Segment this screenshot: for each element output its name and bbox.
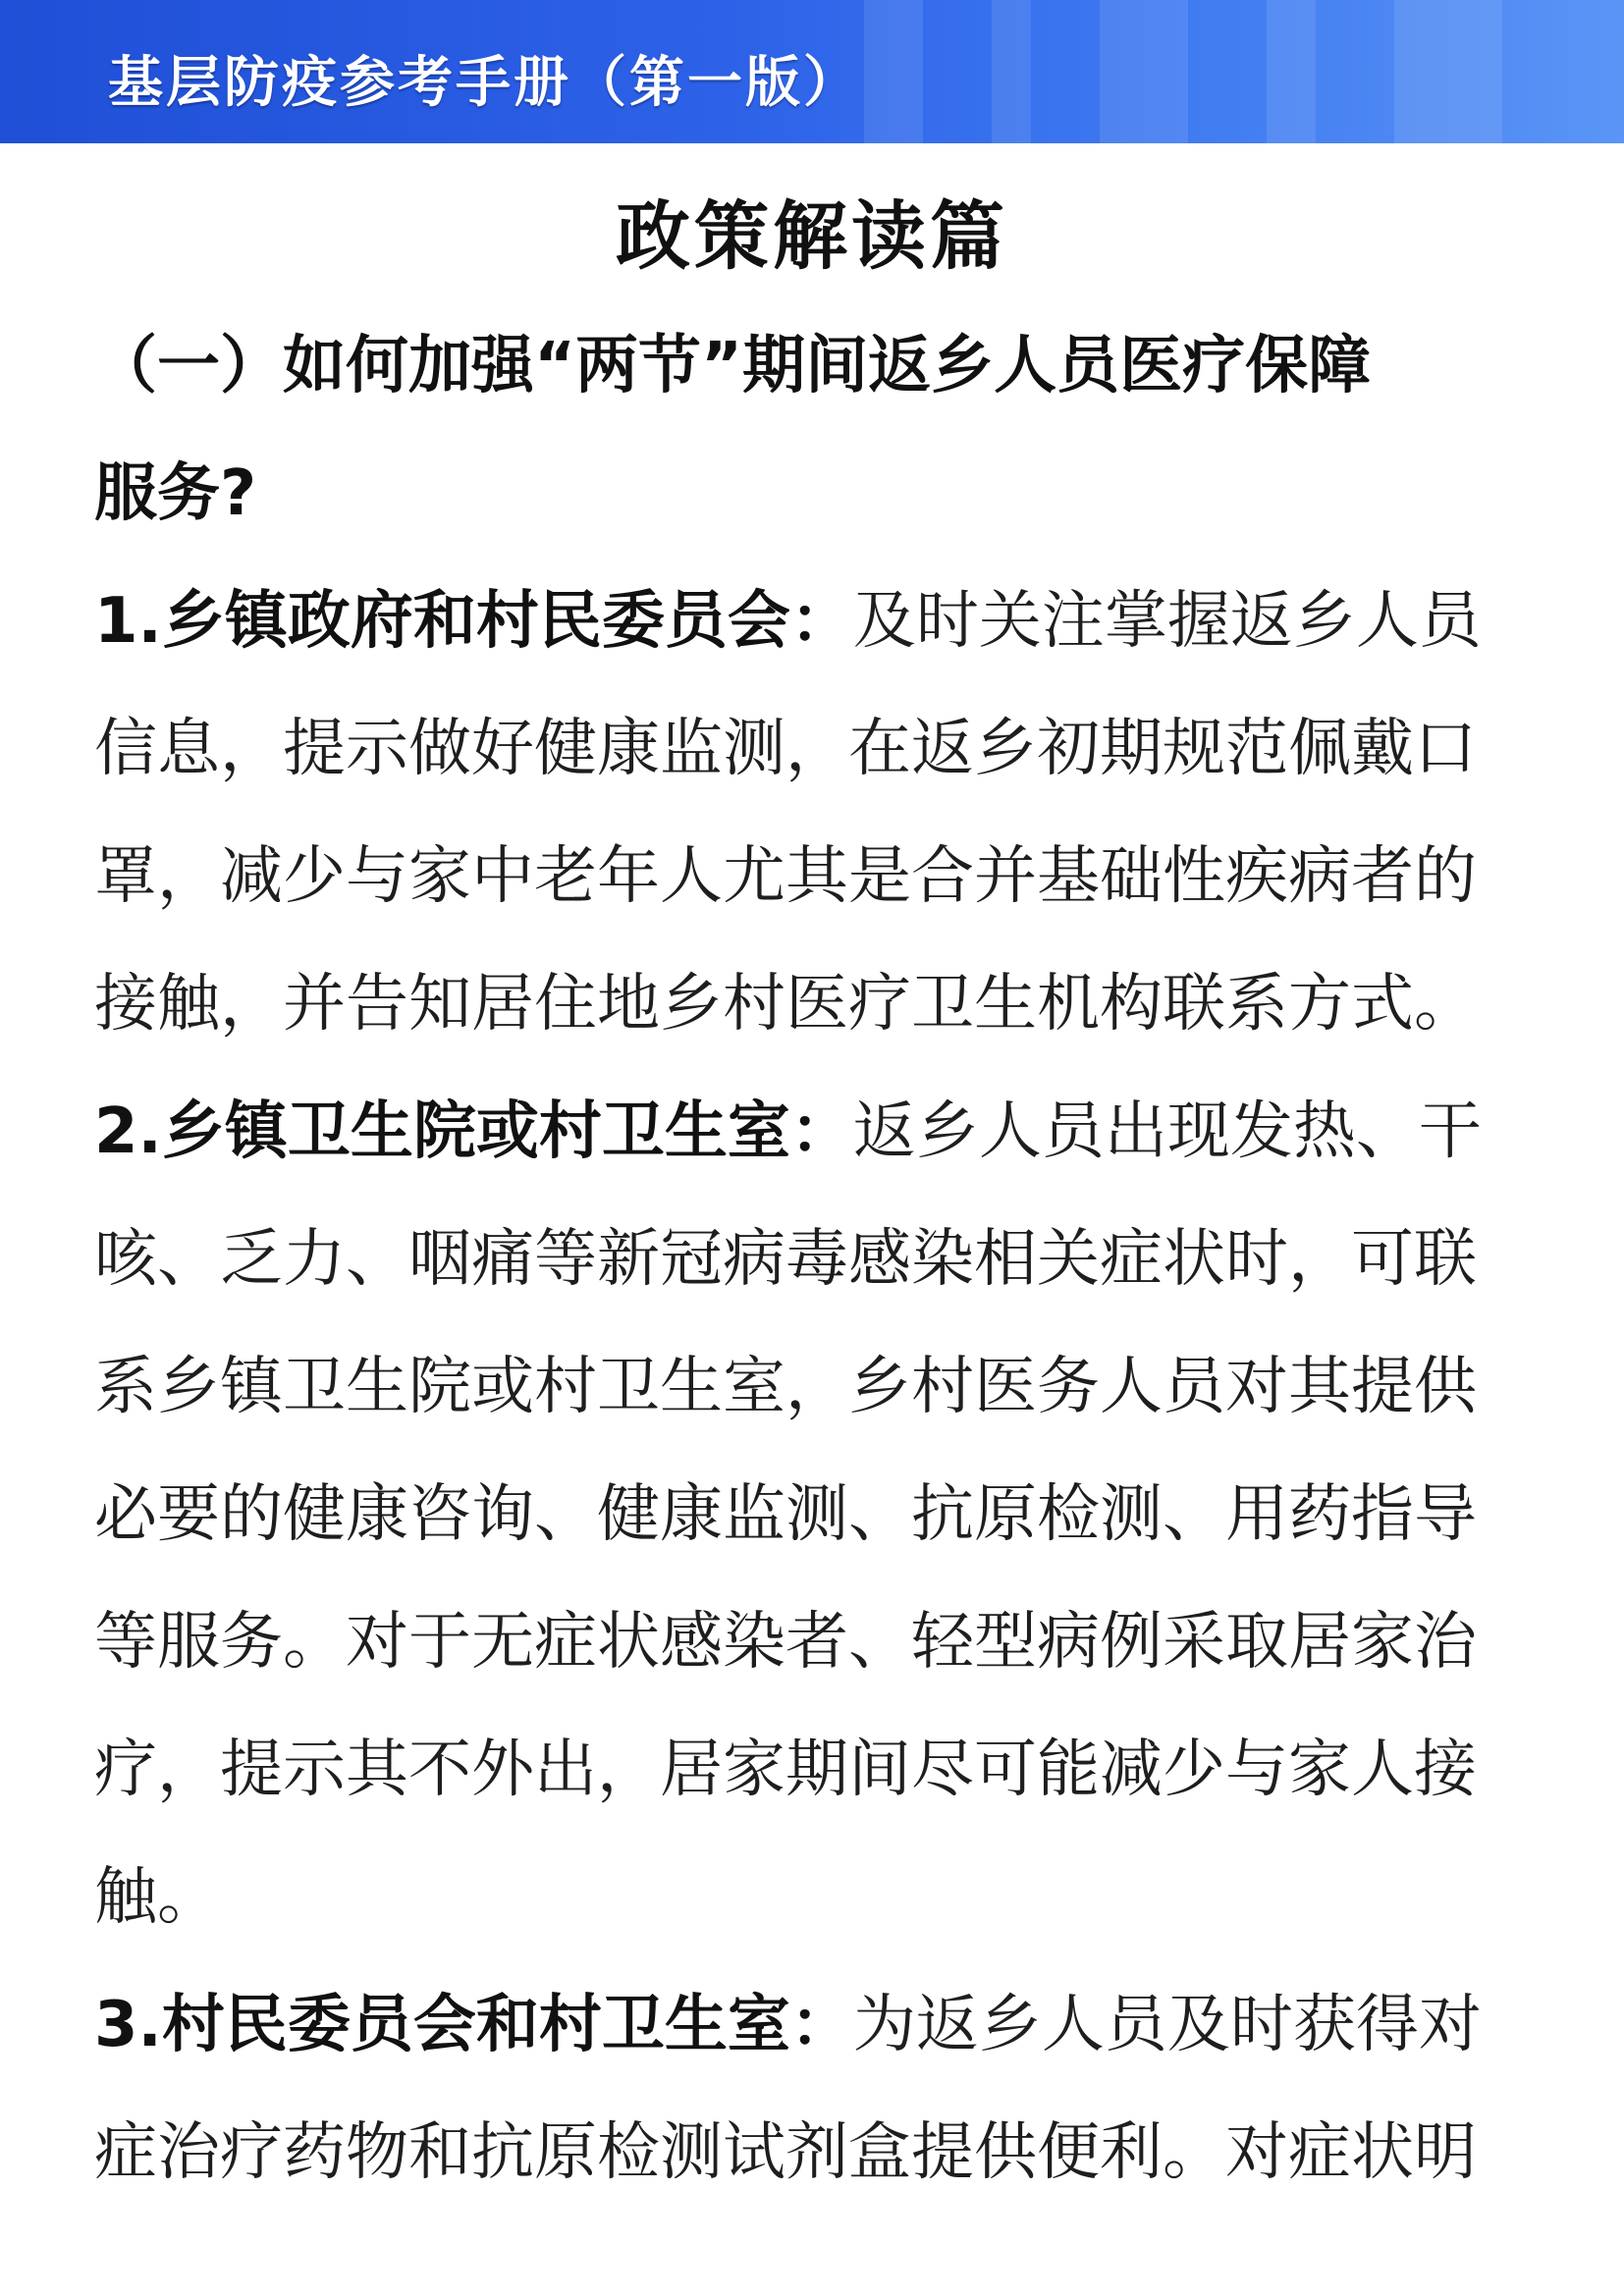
item-1-first-line [94,558,1532,685]
item-2-text: 返乡人员出现发热、干 [852,1095,1482,1168]
item-2-line: 系乡镇卫生院或村卫生室，乡村医务人员对其提供 [94,1351,1477,1423]
banner-stripe [1394,0,1502,143]
page-title: 政策解读篇 [616,192,1008,280]
item-1-lead: 1.乡镇政府和村民委员会： [94,585,853,658]
item-2-line: 疗，提示其不外出，居家期间尽可能减少与家人接 [94,1734,1477,1806]
header-banner [0,0,1624,143]
header-title: 基层防疫参考手册（第一版） [108,51,861,115]
banner-stripe [992,0,1031,143]
question-line: 服务? [94,457,257,530]
item-1-line: 信息，提示做好健康监测，在返乡初期规范佩戴口 [94,713,1477,785]
item-3-first-line [94,1961,1532,2089]
question-line: （一）如何加强“两节”期间返乡人员医疗保障 [94,330,1372,402]
item-2-first-line [94,1068,1532,1196]
banner-stripe [864,0,923,143]
item-1-line: 罩，减少与家中老年人尤其是合并基础性疾病者的 [94,840,1477,913]
item-2-line: 必要的健康咨询、健康监测、抗原检测、用药指导 [94,1478,1477,1551]
item-1-text: 及时关注掌握返乡人员 [852,585,1482,658]
item-3-line: 症治疗药物和抗原检测试剂盒提供便利。对症状明 [94,2116,1477,2189]
banner-stripe [1100,0,1188,143]
item-2-line: 触。 [94,1861,220,1934]
document-body [94,302,1532,2216]
item-2-line: 咳、乏力、咽痛等新冠病毒感染相关症状时，可联 [94,1223,1477,1296]
item-1-line: 接触，并告知居住地乡村医疗卫生机构联系方式。 [94,968,1477,1041]
item-2-line: 等服务。对于无症状感染者、轻型病例采取居家治 [94,1606,1477,1679]
item-2-lead: 2.乡镇卫生院或村卫生室： [94,1095,853,1168]
item-3-lead: 3.村民委员会和村卫生室： [94,1989,853,2061]
banner-stripe [1267,0,1316,143]
item-3-text: 为返乡人员及时获得对 [852,1989,1482,2061]
